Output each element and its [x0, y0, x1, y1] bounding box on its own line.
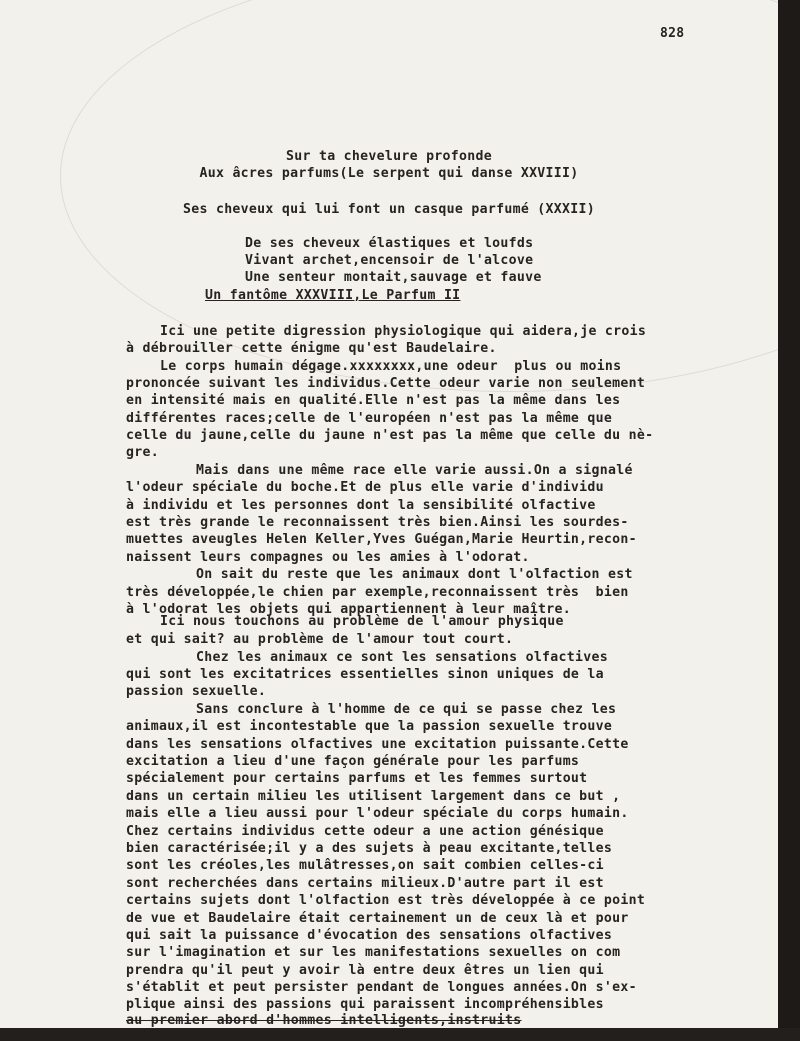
scan-edge-bottom [0, 1028, 800, 1041]
body-line: Le corps humain dégage.xxxxxxxx,une odeur plus ou moins [160, 359, 622, 374]
epigraph-line-1: Sur ta chevelure profonde [286, 149, 492, 164]
body-line: s'établit et peut persister pendant de longues années.On s'ex- [126, 980, 637, 995]
epigraph-line-2: Aux âcres parfums(Le serpent qui danse XXVIII) [199, 166, 579, 181]
body-line: bien caractérisée;il y a des sujets à peau excitante,telles [126, 841, 613, 856]
body-line: On sait du reste que les animaux dont l'olfaction est [196, 567, 633, 582]
body-line: est très grande le reconnaissent très bien.Ainsi les sourdes- [126, 515, 629, 530]
body-line: en intensité mais en qualité.Elle n'est pas la même dans les [126, 393, 621, 408]
body-line: certains sujets dont l'olfaction est très développée à ce point [126, 893, 646, 908]
epigraph-line-3: Ses cheveux qui lui font un casque parfumé (XXXII) [183, 202, 595, 217]
body-line: et qui sait? au problème de l'amour tout court. [126, 632, 514, 647]
body-line: gre. [126, 445, 159, 460]
verse-line-1: De ses cheveux élastiques et loufds [245, 236, 534, 251]
body-line: Chez certains individus cette odeur a une action génésique [126, 824, 604, 839]
body-line: de vue et Baudelaire était certainement un de ceux là et pour [126, 911, 629, 926]
body-line: Ici une petite digression physiologique qui aidera,je crois [160, 324, 647, 339]
body-line: Mais dans une même race elle varie aussi.On a signalé [196, 463, 633, 478]
body-line: différentes races;celle de l'européen n'est pas la même que [126, 411, 613, 426]
body-line: sont les créoles,les mulâtresses,on sait combien celles-ci [126, 858, 604, 873]
page-number: 828 [660, 26, 685, 41]
body-line: qui sont les excitatrices essentielles sinon uniques de la [126, 667, 604, 682]
body-line: mais elle a lieu aussi pour l'odeur spéciale du corps humain. [126, 806, 629, 821]
body-line: celle du jaune,celle du jaune n'est pas la même que celle du nè- [126, 428, 654, 443]
body-line: sur l'imagination et sur les manifestations sexuelles on com [126, 945, 621, 960]
body-line-struck: au premier abord d'hommes intelligents,instruits [126, 1013, 522, 1028]
body-line: muettes aveugles Helen Keller,Yves Guégan,Marie Heurtin,recon- [126, 532, 637, 547]
body-line: Chez les animaux ce sont les sensations olfactives [196, 650, 608, 665]
body-line: naissent leurs compagnes ou les amies à l'odorat. [126, 550, 530, 565]
body-line: sont recherchées dans certains milieux.D'autre part il est [126, 876, 604, 891]
verse-line-3: Une senteur montait,sauvage et fauve [245, 270, 542, 285]
body-line: qui sait la puissance d'évocation des sensations olfactives [126, 928, 613, 943]
body-line: prononcée suivant les individus.Cette odeur varie non seulement [126, 376, 646, 391]
body-line: à débrouiller cette énigme qu'est Baudelaire. [126, 341, 497, 356]
body-line: dans les sensations olfactives une excitation puissante.Cette [126, 737, 629, 752]
body-line: plique ainsi des passions qui paraissent incompréhensibles [126, 997, 604, 1012]
body-line: spécialement pour certains parfums et les femmes surtout [126, 771, 588, 786]
verse-line-2: Vivant archet,encensoir de l'alcove [245, 253, 534, 268]
body-line: Sans conclure à l'homme de ce qui se passe chez les [196, 702, 617, 717]
body-line: dans un certain milieu les utilisent largement dans ce but , [126, 789, 621, 804]
body-line: à individu et les personnes dont la sensibilité olfactive [126, 498, 596, 513]
body-line: très développée,le chien par exemple,reconnaissent très bien [126, 585, 629, 600]
body-line: prendra qu'il peut y avoir là entre deux êtres un lien qui [126, 963, 604, 978]
scan-edge-right [778, 0, 800, 1041]
verse-source: Un fantôme XXXVIII,Le Parfum II [205, 288, 461, 303]
body-line: passion sexuelle. [126, 684, 267, 699]
body-line: animaux,il est incontestable que la passion sexuelle trouve [126, 719, 613, 734]
body-line: l'odeur spéciale du boche.Et de plus elle varie d'individu [126, 480, 604, 495]
body-line: excitation a lieu d'une façon générale pour les parfums [126, 754, 580, 769]
body-line: à l'odorat les objets qui appartiennent à leur maître. [126, 602, 571, 617]
body-line: Ici nous touchons au problème de l'amour physique [160, 614, 564, 629]
